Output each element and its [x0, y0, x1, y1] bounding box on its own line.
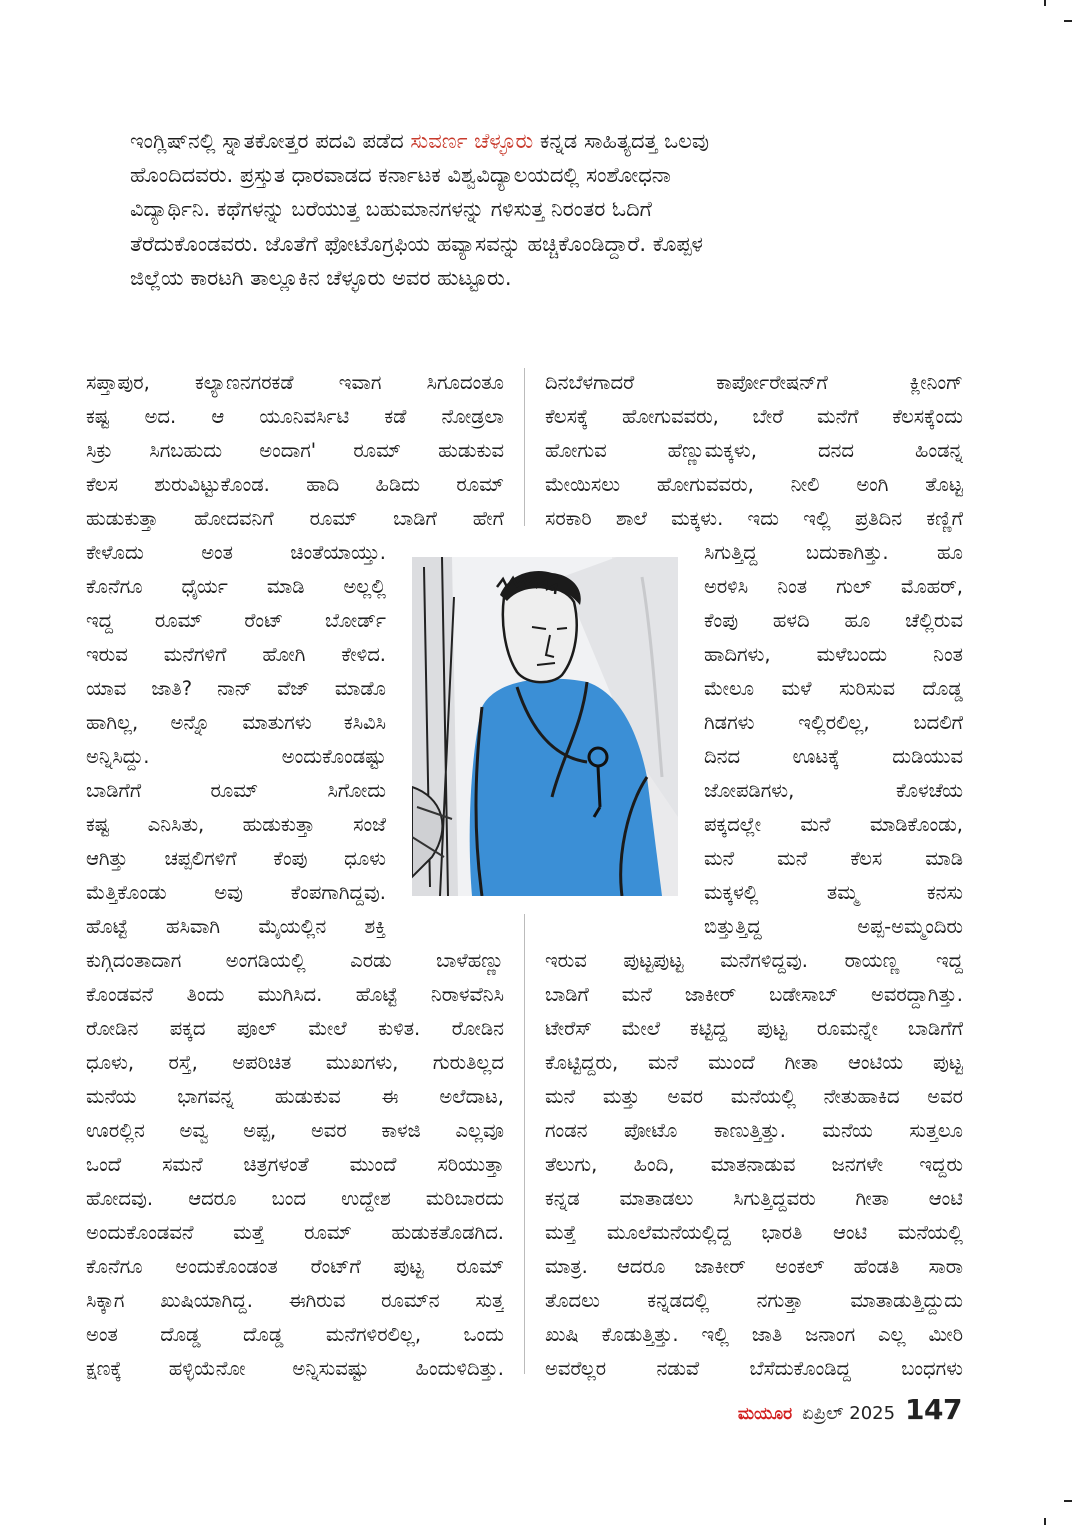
text-line: ಕೆಲಸಕ್ಕೆ ಹೋಗುವವರು, ಬೇರೆ ಮನೆಗೆ ಕೆಲಸಕ್ಕೆಂದು: [545, 405, 963, 428]
intro-line: [130, 227, 870, 261]
text-line: ಮೇಯಿಸಲು ಹೋಗುವವರು, ನೀಲಿ ಅಂಗಿ ತೊಟ್ಟ: [545, 473, 963, 496]
text-line: ಖುಷಿ ಕೊಡುತ್ತಿತ್ತು. ಇಲ್ಲಿ ಜಾತಿ ಜನಾಂಗ ಎಲ್ಲ ಮೀರಿ: [545, 1323, 963, 1346]
text-line: ಕೆಲಸ ಶುರುವಿಟ್ಟುಕೊಂಡ. ಹಾದಿ ಹಿಡಿದು ರೂಮ್: [86, 473, 504, 496]
text-line: ಇರುವ ಪುಟ್ಟಪುಟ್ಟ ಮನೆಗಳಿದ್ದವು. ರಾಯಣ್ಣ ಇದ್ದ: [545, 949, 963, 972]
intro-line: [130, 192, 870, 226]
crop-mark-bottom-right: [1064, 1500, 1072, 1502]
text-line: ಬಿತ್ತುತ್ತಿದ್ದ ಅಪ್ಪ-ಅಮ್ಮಂದಿರು: [704, 915, 963, 938]
text-line: ಸಿಕ್ಕಾಗ ಖುಷಿಯಾಗಿದ್ದ. ಈಗಿರುವ ರೂಮ್‌ನ ಸುತ್ತ: [86, 1289, 504, 1312]
text-line: ಮನೆಯ ಭಾಗವನ್ನ ಹುಡುಕುವ ಈ ಅಲೆದಾಟ,: [86, 1085, 504, 1108]
text-line: ಹಾದಿಗಳು, ಮಳೆಬಂದು ನಿಂತ: [704, 643, 963, 666]
text-line: ಊರಲ್ಲಿನ ಅವ್ವ ಅಪ್ಪ, ಅವರ ಕಾಳಜಿ ಎಲ್ಲವೂ: [86, 1119, 504, 1142]
text-line: ಟೇರೆಸ್ ಮೇಲೆ ಕಟ್ಟಿದ್ದ ಪುಟ್ಟ ರೂಮನ್ನೇ ಬಾಡಿಗೆಗೆ: [545, 1017, 963, 1040]
text-line: ಧೂಳು, ರಸ್ತೆ, ಅಪರಿಚಿತ ಮುಖಗಳು, ಗುರುತಿಲ್ಲದ: [86, 1051, 504, 1074]
text-line: ಕೊನೆಗೂ ಧೈರ್ಯ ಮಾಡಿ ಅಲ್ಲಲ್ಲಿ: [86, 575, 386, 598]
text-line: ಮನೆ ಮನೆ ಕೆಲಸ ಮಾಡಿ: [704, 847, 963, 870]
text-line: ಯಾವ ಜಾತಿ? ನಾನ್ ವೆಜ್ ಮಾಡೊ: [86, 677, 386, 700]
text-line: ಹೊಟ್ಟೆ ಹಸಿವಾಗಿ ಮೈಯಲ್ಲಿನ ಶಕ್ತಿ: [86, 915, 386, 938]
text-line: ಸಿಗುತ್ತಿದ್ದ ಬದುಕಾಗಿತ್ತು. ಹೂ: [704, 541, 963, 564]
text-line: ಒಂದೆ ಸಮನೆ ಚಿತ್ರಗಳಂತೆ ಮುಂದೆ ಸರಿಯುತ್ತಾ: [86, 1153, 504, 1176]
text-line: ಕ್ಷಣಕ್ಕೆ ಹಳ್ಳಿಯೆನೋ ಅನ್ನಿಸುವಷ್ಟು ಹಿಂದುಳಿದಿತ್ತು.: [86, 1357, 504, 1380]
text-line: ಮಕ್ಕಳಲ್ಲಿ ತಮ್ಮ ಕನಸು: [704, 881, 963, 904]
intro-text: ವಿದ್ಯಾರ್ಥಿನಿ. ಕಥೆಗಳನ್ನು ಬರೆಯುತ್ತ ಬಹುಮಾನಗಳನ್ನು ಗಳಿಸುತ್ತ ನಿರಂತರ ಓದಿಗೆ: [130, 197, 652, 222]
text-line: ಅಂದುಕೊಂಡವನೆ ಮತ್ತೆ ರೂಮ್ ಹುಡುಕತೊಡಗಿದ.: [86, 1221, 504, 1244]
text-line: ಬಾಡಿಗೆಗೆ ರೂಮ್ ಸಿಗೋದು: [86, 779, 386, 802]
text-line: ಅವರೆಲ್ಲರ ನಡುವೆ ಬೆಸೆದುಕೊಂಡಿದ್ದ ಬಂಧಗಳು: [545, 1357, 963, 1380]
text-line: ದಿನಬೆಳಗಾದರೆ ಕಾರ್ಪೋರೇಷನ್‌ಗೆ ಕ್ಲೀನಿಂಗ್: [545, 371, 963, 394]
text-line: ಇದ್ದ ರೂಮ್ ರೆಂಟ್ ಬೋರ್ಡ್: [86, 609, 386, 632]
column-rule-top: [524, 368, 525, 526]
text-line: ದಿನದ ಊಟಕ್ಕೆ ದುಡಿಯುವ: [704, 745, 963, 768]
article-column-right: [545, 366, 963, 1386]
intro-text: ಇಂಗ್ಲಿಷ್‌ನಲ್ಲಿ ಸ್ನಾತಕೋತ್ತರ ಪದವಿ ಪಡೆದ: [130, 129, 411, 153]
text-line: ಕನ್ನಡ ಮಾತಾಡಲು ಸಿಗುತ್ತಿದ್ದವರು ಗೀತಾ ಆಂಟಿ: [545, 1187, 963, 1210]
text-line: ಅಂತ ದೊಡ್ಡ ದೊಡ್ಡ ಮನೆಗಳಿರಲಿಲ್ಲ, ಒಂದು: [86, 1323, 504, 1346]
intro-text: ಜಿಲ್ಲೆಯ ಕಾರಟಗಿ ತಾಲ್ಲೂಕಿನ ಚೆಳ್ಳೂರು ಅವರ ಹುಟ್ಟೂರು.: [130, 265, 512, 290]
text-line: ತೊದಲು ಕನ್ನಡದಲ್ಲಿ ನಗುತ್ತಾ ಮಾತಾಡುತ್ತಿದ್ದುದು: [545, 1289, 963, 1312]
text-line: ಸರಕಾರಿ ಶಾಲೆ ಮಕ್ಕಳು. ಇದು ಇಲ್ಲಿ ಪ್ರತಿದಿನ ಕಣ್ಣಿಗೆ: [545, 507, 963, 530]
text-line: ಪಕ್ಕದಲ್ಲೇ ಮನೆ ಮಾಡಿಕೊಂಡು,: [704, 813, 963, 836]
text-line: ಕಷ್ಟ ಅದ. ಆ ಯೂನಿವರ್ಸಿಟಿ ಕಡೆ ನೋಡ್ರಲಾ: [86, 405, 504, 428]
text-line: ಗಿಡಗಳು ಇಲ್ಲಿರಲಿಲ್ಲ, ಬದಲಿಗೆ: [704, 711, 963, 734]
crop-mark-bottom: [1044, 1518, 1046, 1525]
text-line: ಹೋಗುವ ಹೆಣ್ಣುಮಕ್ಕಳು, ದನದ ಹಿಂಡನ್ನ: [545, 439, 963, 462]
issue-date: ಏಪ್ರಿಲ್ 2025: [802, 1403, 896, 1424]
text-line: ಅರಳಿಸಿ ನಿಂತ ಗುಲ್ ಮೊಹರ್,: [704, 575, 963, 598]
intro-line: [130, 261, 870, 295]
text-line: ಕೇಳೊದು ಅಂತ ಚಿಂತೆಯಾಯ್ತು.: [86, 541, 386, 564]
text-line: ಮತ್ತೆ ಮೂಲೆಮನೆಯಲ್ಲಿದ್ದ ಭಾರತಿ ಆಂಟಿ ಮನೆಯಲ್ಲಿ: [545, 1221, 963, 1244]
text-line: ಸಪ್ತಾಪುರ, ಕಲ್ಯಾಣನಗರಕಡೆ ಇವಾಗ ಸಿಗೂದಂತೂ: [86, 371, 504, 394]
crop-mark-top-right: [1064, 20, 1072, 22]
text-line: ಅನ್ನಿಸಿದ್ದು. ಅಂದುಕೊಂಡಷ್ಟು: [86, 745, 386, 768]
author-intro: [130, 124, 870, 295]
text-line: ಕೊಂಡವನೆ ತಿಂದು ಮುಗಿಸಿದ. ಹೊಟ್ಟೆ ನಿರಾಳವೆನಿಸಿ: [86, 983, 504, 1006]
text-line: ಮೆತ್ತಿಕೊಂಡು ಅವು ಕೆಂಪಗಾಗಿದ್ದವು.: [86, 881, 386, 904]
text-line: ತೆಲುಗು, ಹಿಂದಿ, ಮಾತನಾಡುವ ಜನಗಳೇ ಇದ್ದರು: [545, 1153, 963, 1176]
intro-text: ಕನ್ನಡ ಸಾಹಿತ್ಯದತ್ತ ಒಲವು: [533, 129, 709, 153]
page-footer: [738, 1393, 962, 1426]
intro-line: [130, 124, 870, 158]
author-name: ಸುವರ್ಣ ಚೆಳ್ಳೂರು: [410, 129, 534, 153]
text-line: ಇರುವ ಮನೆಗಳಿಗೆ ಹೋಗಿ ಕೇಳಿದ.: [86, 643, 386, 666]
text-line: ಕೆಂಪು ಹಳದಿ ಹೂ ಚೆಲ್ಲಿರುವ: [704, 609, 963, 632]
magazine-logo: ಮಯೂರ: [737, 1404, 793, 1424]
text-line: ಕೊನೆಗೂ ಅಂದುಕೊಂಡಂತ ರೆಂಟ್‌ಗೆ ಪುಟ್ಟ ರೂಮ್: [86, 1255, 504, 1278]
text-line: ಬಾಡಿಗೆ ಮನೆ ಜಾಕೀರ್ ಬಡೇಸಾಬ್ ಅವರದ್ದಾಗಿತ್ತು.: [545, 983, 963, 1006]
intro-text: ತೆರೆದುಕೊಂಡವರು. ಜೊತೆಗೆ ಫೋಟೊಗ್ರಫಿಯ ಹವ್ಯಾಸವನ್ನು ಹಚ್ಚಿಕೊಂಡಿದ್ದಾರೆ. ಕೊಪ್ಪಳ: [130, 231, 703, 256]
text-line: ಹಾಗಿಲ್ಲ, ಅನ್ನೊ ಮಾತುಗಳು ಕಸಿವಿಸಿ: [86, 711, 386, 734]
text-line: ಆಗಿತ್ತು ಚಪ್ಪಲಿಗಳಿಗೆ ಕೆಂಪು ಧೂಳು: [86, 847, 386, 870]
text-line: ಹುಡುಕುತ್ತಾ ಹೋದವನಿಗೆ ರೂಮ್ ಬಾಡಿಗೆ ಹೇಗೆ: [86, 507, 504, 530]
column-rule-bottom: [524, 914, 525, 1374]
text-line: ಕೊಟ್ಟಿದ್ದರು, ಮನೆ ಮುಂದೆ ಗೀತಾ ಆಂಟಿಯ ಪುಟ್ಟ: [545, 1051, 963, 1074]
text-line: ಕುಗ್ಗಿದಂತಾದಾಗ ಅಂಗಡಿಯಲ್ಲಿ ಎರಡು ಬಾಳೆಹಣ್ಣು: [86, 949, 504, 972]
intro-text: ಹೊಂದಿದವರು. ಪ್ರಸ್ತುತ ಧಾರವಾಡದ ಕರ್ನಾಟಕ ವಿಶ್ವವಿದ್ಯಾಲಯದಲ್ಲಿ ಸಂಶೋಧನಾ: [130, 163, 671, 188]
page-number: 147: [905, 1393, 962, 1426]
intro-line: [130, 158, 870, 192]
text-line: ಜೋಪಡಿಗಳು, ಕೊಳಚೆಯ: [704, 779, 963, 802]
text-line: ಮಾತ್ರ. ಆದರೂ ಜಾಕೀರ್ ಅಂಕಲ್ ಹೆಂಡತಿ ಸಾರಾ: [545, 1255, 963, 1278]
text-line: ಕಷ್ಟ ಎನಿಸಿತು, ಹುಡುಕುತ್ತಾ ಸಂಜೆ: [86, 813, 386, 836]
text-line: ಹೋದವು. ಆದರೂ ಬಂದ ಉದ್ದೇಶ ಮರಿಬಾರದು: [86, 1187, 504, 1210]
text-line: ರೋಡಿನ ಪಕ್ಕದ ಪೂಲ್ ಮೇಲೆ ಕುಳಿತ. ರೋಡಿನ: [86, 1017, 504, 1040]
text-line: ಮನೆ ಮತ್ತು ಅವರ ಮನೆಯಲ್ಲಿ ನೇತುಹಾಕಿದ ಅವರ: [545, 1085, 963, 1108]
text-line: ಮೇಲೂ ಮಳೆ ಸುರಿಸುವ ದೊಡ್ಡ: [704, 677, 963, 700]
text-line: ಸಿಕ್ರು ಸಿಗಬಹುದು ಅಂದಾಗ' ರೂಮ್ ಹುಡುಕುವ: [86, 439, 504, 462]
text-line: ಗಂಡನ ಪೋಟೊ ಕಾಣುತ್ತಿತ್ತು. ಮನೆಯ ಸುತ್ತಲೂ: [545, 1119, 963, 1142]
crop-mark-top: [1044, 0, 1046, 6]
